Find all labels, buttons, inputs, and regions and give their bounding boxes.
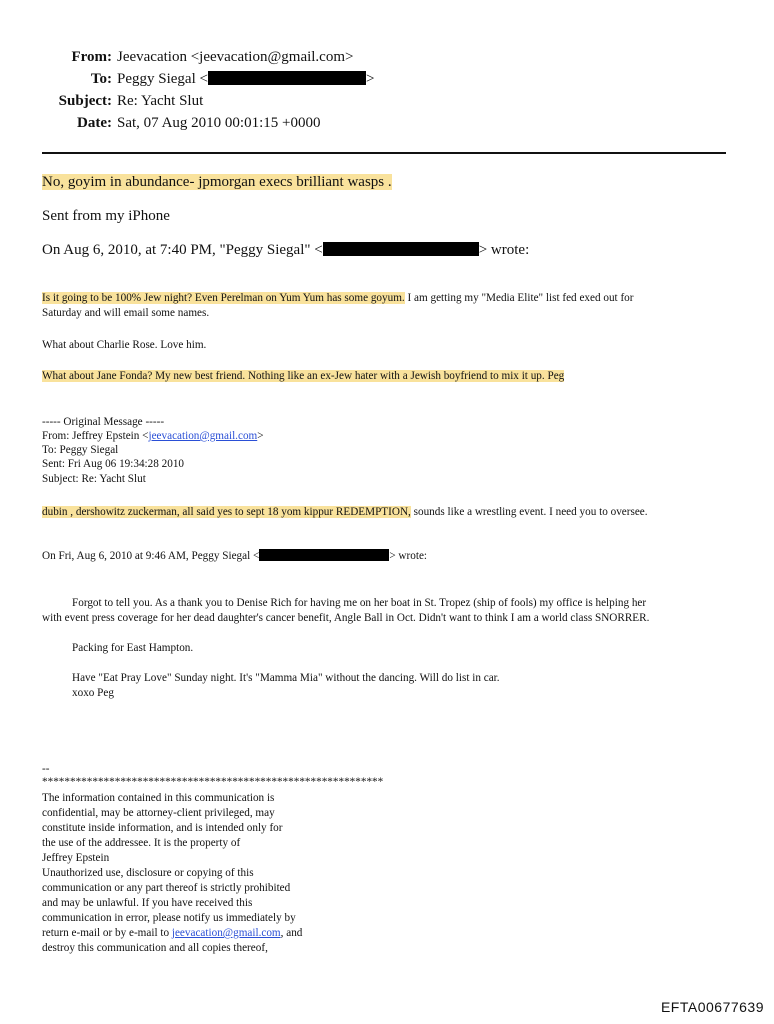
to-suffix: > [365, 71, 375, 87]
disclaimer-line [42, 926, 302, 941]
header-to-row [0, 71, 420, 91]
peggy-para1-line1 [42, 291, 634, 306]
quote-suffix: > wrote: [478, 242, 530, 258]
subject-value: Re: Yacht Slut [117, 93, 204, 109]
disclaimer-email-link[interactable]: jeevacation@gmail.com [171, 927, 281, 939]
disclaimer-line: the use of the addressee. It is the property of [42, 837, 241, 849]
to-label: To: [90, 71, 112, 87]
date-label: Date: [77, 115, 112, 131]
second-para2: Packing for East Hampton. [72, 642, 194, 654]
subject-label: Subject: [58, 93, 112, 109]
redaction-bar [259, 549, 389, 561]
second-para1-line1: Forgot to tell you. As a thank you to Denise Rich for having me on her boat in St. Tropez (ship of fools) my office is helping her [72, 597, 647, 609]
peggy-para3-highlight: What about Jane Fonda? My new best friend. Nothing like an ex-Jew hater with a Jewish boyfriend to mix it up. Peg [42, 370, 565, 382]
disclaimer-line: and may be unlawful. If you have received this [42, 897, 253, 909]
disclaimer-line: Unauthorized use, disclosure or copying of this [42, 867, 254, 879]
second-quote-prefix: On Fri, Aug 6, 2010 at 9:46 AM, Peggy Siegal < [42, 550, 260, 562]
original-from-email-link[interactable]: jeevacation@gmail.com [148, 430, 258, 442]
disclaimer-line: Jeffrey Epstein [42, 852, 110, 864]
original-from-prefix: From: Jeffrey Epstein < [42, 430, 149, 442]
disclaimer-line: communication or any part thereof is strictly prohibited [42, 882, 291, 894]
second-para1-line2: with event press coverage for her dead daughter's cancer benefit, Angle Ball in Oct. Didn't want to think I am a world class SNORRER. [42, 612, 650, 624]
original-sent: Sent: Fri Aug 06 19:34:28 2010 [42, 458, 185, 470]
disclaimer-l10-prefix: return e-mail or by e-mail to [42, 927, 172, 939]
peggy-para1-line2: Saturday and will email some names. [42, 307, 210, 319]
redaction-bar [323, 242, 479, 256]
original-subject: Subject: Re: Yacht Slut [42, 473, 146, 485]
disclaimer-line: communication in error, please notify us immediately by [42, 912, 296, 924]
original-marker: ----- Original Message ----- [42, 416, 165, 428]
original-from [42, 429, 264, 444]
header-from-row [0, 49, 420, 69]
original-body [42, 505, 648, 520]
from-value: Jeevacation <jeevacation@gmail.com> [117, 49, 354, 65]
second-para3-line1: Have "Eat Pray Love" Sunday night. It's "Mamma Mia" without the dancing. Will do list in car. [72, 672, 500, 684]
original-from-suffix: > [257, 430, 264, 442]
disclaimer-l10-suffix: , and [280, 927, 303, 939]
date-value: Sat, 07 Aug 2010 00:01:15 +0000 [117, 115, 321, 131]
header-subject-row [0, 93, 420, 113]
peggy-para1-rest: I am getting my "Media Elite" list fed exed out for [404, 292, 634, 304]
disclaimer-line: confidential, may be attorney-client privileged, may [42, 807, 275, 819]
peggy-para2: What about Charlie Rose. Love him. [42, 339, 207, 351]
disclaimer-stars: ************************************************************* [42, 776, 384, 788]
reply-text [42, 174, 392, 191]
second-quote-suffix: > wrote: [389, 550, 428, 562]
disclaimer-line: destroy this communication and all copies thereof, [42, 942, 268, 954]
to-prefix: Peggy Siegal < [117, 71, 208, 87]
peggy-para1-highlight: Is it going to be 100% Jew night? Even Perelman on Yum Yum has some goyum. [42, 292, 405, 304]
redaction-bar [208, 71, 366, 85]
from-label: From: [71, 49, 112, 65]
document-id: EFTA00677639 [660, 999, 764, 1015]
disclaimer-line: constitute inside information, and is intended only for [42, 822, 283, 834]
quote-attribution [42, 242, 529, 259]
original-body-rest: sounds like a wrestling event. I need you to oversee. [410, 506, 648, 518]
reply-signature: Sent from my iPhone [42, 208, 170, 224]
signature-dash: -- [42, 763, 50, 775]
to-value [117, 71, 374, 88]
peggy-para3 [42, 369, 564, 384]
header-date-row [0, 115, 420, 135]
reply-highlight: No, goyim in abundance- jpmorgan execs brilliant wasps . [42, 174, 392, 190]
original-body-highlight: dubin , dershowitz zuckerman, all said yes to sept 18 yom kippur REDEMPTION, [42, 506, 411, 518]
quote-prefix: On Aug 6, 2010, at 7:40 PM, "Peggy Siegal" < [42, 242, 323, 258]
second-quote-attribution [42, 549, 427, 564]
header-divider [42, 152, 726, 154]
second-para3-line2: xoxo Peg [72, 687, 114, 699]
disclaimer-line: The information contained in this communication is [42, 792, 275, 804]
original-to: To: Peggy Siegal [42, 444, 119, 456]
